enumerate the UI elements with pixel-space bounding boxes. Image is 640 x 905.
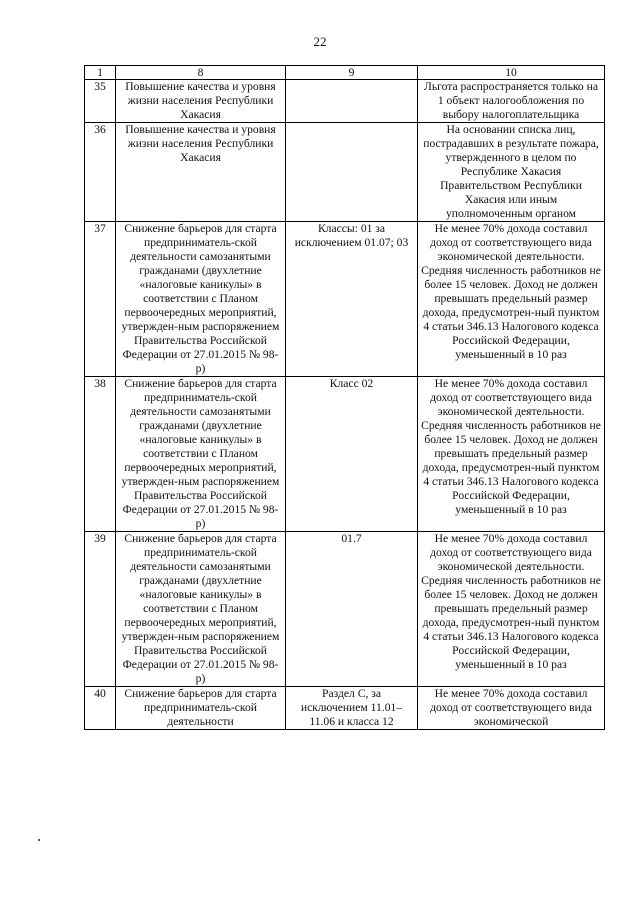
condition-cell: Не менее 70% дохода составил доход от соответствующего вида экономической деятельности. Средняя численность работников не более 15 человек. Доход не должен превышать предельный размер дохода, предусмотрен-ный пунктом 4 статьи 346.13 Налогового кодекса Российской Федерации, уменьшенный в 10 раз xyxy=(418,377,605,532)
table-row xyxy=(85,377,605,532)
scan-speck xyxy=(38,839,40,841)
row-number: 38 xyxy=(85,377,116,532)
codes-cell xyxy=(286,123,418,222)
condition-cell: На основании списка лиц, пострадавших в результате пожара, утвержденного в целом по Республике Хакасия Правительством Республики Хакасия или иным уполномоченным органом xyxy=(418,123,605,222)
condition-cell: Не менее 70% дохода составил доход от соответствующего вида экономической деятельности. Средняя численность работников не более 15 человек. Доход не должен превышать предельный размер дохода, предусмотрен-ный пунктом 4 статьи 346.13 Налогового кодекса Российской Федерации, уменьшенный в 10 раз xyxy=(418,222,605,377)
condition-cell: Не менее 70% дохода составил доход от соответствующего вида экономической xyxy=(418,687,605,730)
row-number: 39 xyxy=(85,532,116,687)
row-number: 35 xyxy=(85,80,116,123)
goal-cell: Снижение барьеров для старта предприниматель-ской деятельности xyxy=(116,687,286,730)
table-row xyxy=(85,532,605,687)
codes-cell: Класс 02 xyxy=(286,377,418,532)
page-number: 22 xyxy=(313,34,327,49)
table-row xyxy=(85,687,605,730)
row-number: 37 xyxy=(85,222,116,377)
table-header-row xyxy=(85,66,605,80)
table-row xyxy=(85,80,605,123)
condition-cell: Не менее 70% дохода составил доход от соответствующего вида экономической деятельности. Средняя численность работников не более 15 человек. Доход не должен превышать предельный размер дохода, предусмотрен-ный пунктом 4 статьи 346.13 Налогового кодекса Российской Федерации, уменьшенный в 10 раз xyxy=(418,532,605,687)
benefits-table xyxy=(84,65,605,730)
row-number: 40 xyxy=(85,687,116,730)
codes-cell: Классы: 01 за исключением 01.07; 03 xyxy=(286,222,418,377)
goal-cell: Снижение барьеров для старта предприниматель-ской деятельности самозанятыми гражданами (двухлетние «налоговые каникулы» в соответствии с Планом первоочередных мероприятий, утвержден-ным распоряжением Правительства Российской Федерации от 27.01.2015 № 98-р) xyxy=(116,532,286,687)
codes-cell: 01.7 xyxy=(286,532,418,687)
table-row xyxy=(85,222,605,377)
goal-cell: Снижение барьеров для старта предприниматель-ской деятельности самозанятыми гражданами (двухлетние «налоговые каникулы» в соответствии с Планом первоочередных мероприятий, утвержден-ным распоряжением Правительства Российской Федерации от 27.01.2015 № 98-р) xyxy=(116,222,286,377)
goal-cell: Повышение качества и уровня жизни населения Республики Хакасия xyxy=(116,80,286,123)
column-header: 1 xyxy=(85,66,116,80)
goal-cell: Повышение качества и уровня жизни населения Республики Хакасия xyxy=(116,123,286,222)
column-header: 10 xyxy=(418,66,605,80)
column-header: 8 xyxy=(116,66,286,80)
condition-cell: Льгота распространяется только на 1 объект налогообложения по выбору налогоплательщика xyxy=(418,80,605,123)
codes-cell: Раздел С, за исключением 11.01–11.06 и класса 12 xyxy=(286,687,418,730)
goal-cell: Снижение барьеров для старта предприниматель-ской деятельности самозанятыми гражданами (двухлетние «налоговые каникулы» в соответствии с Планом первоочередных мероприятий, утвержден-ным распоряжением Правительства Российской Федерации от 27.01.2015 № 98-р) xyxy=(116,377,286,532)
codes-cell xyxy=(286,80,418,123)
row-number: 36 xyxy=(85,123,116,222)
table-row xyxy=(85,123,605,222)
column-header: 9 xyxy=(286,66,418,80)
